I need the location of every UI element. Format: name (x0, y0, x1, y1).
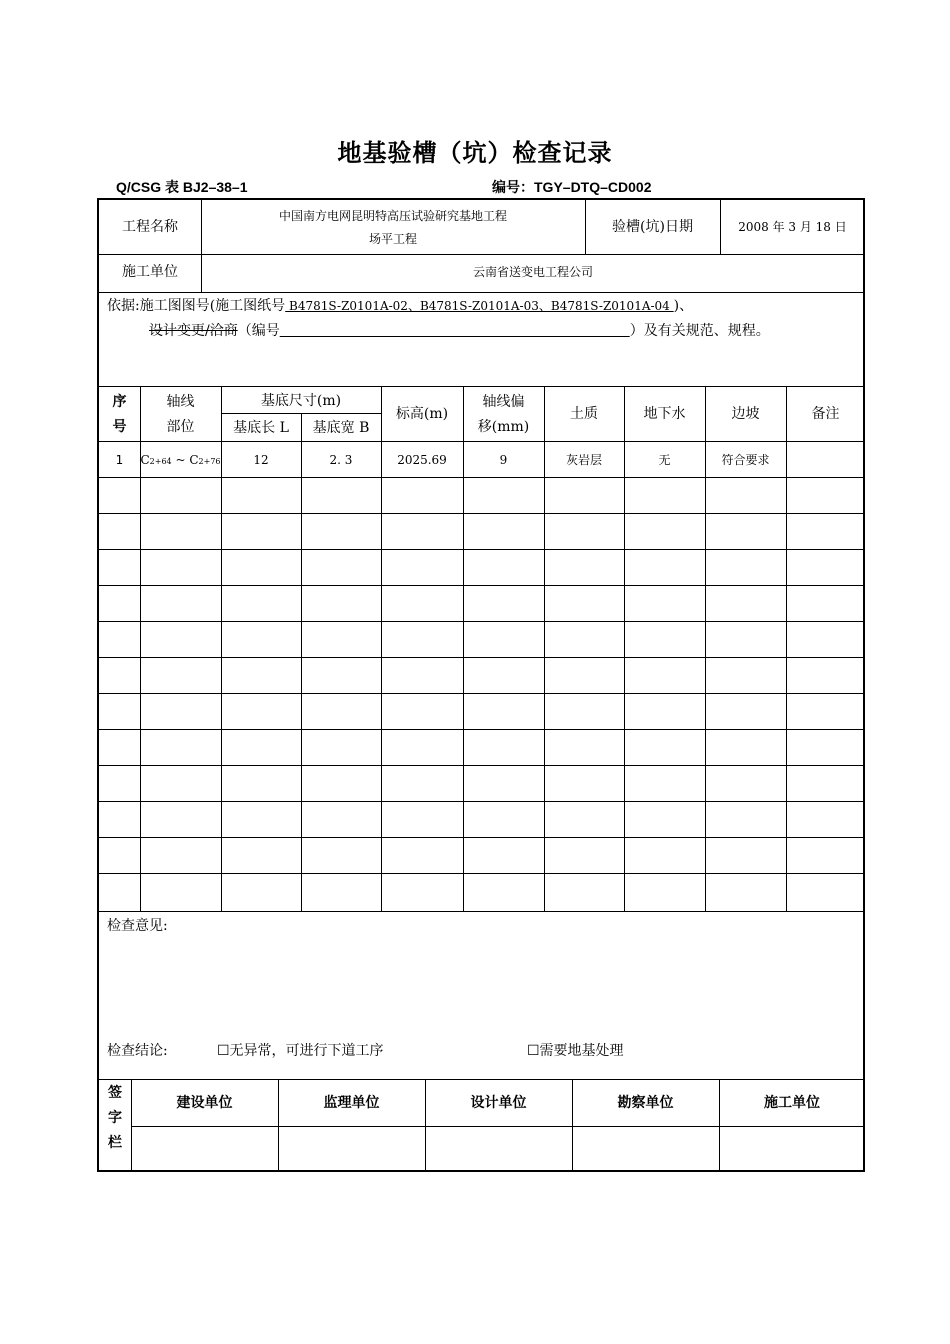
inspection-opinion-label: 检查意见: (107, 918, 168, 934)
sign-unit-construct: 施工单位 (764, 1095, 820, 1111)
sign-unit-survey: 勘察单位 (617, 1095, 674, 1111)
project-label: 工程名称 (122, 219, 178, 235)
basis-line2: 设计变更/洽商（编号 ）及有关规范、规程。 (149, 323, 770, 339)
date-value: 2008 年 3 月 18 日 (738, 220, 847, 234)
col-groundwater: 地下水 (643, 406, 686, 422)
col-offset-1: 轴线偏 (482, 394, 525, 410)
row1-offset: 9 (499, 453, 508, 467)
col-length: 基底长 L (233, 420, 289, 436)
row1-seq: 1 (115, 453, 124, 467)
sign-label-3: 栏 (108, 1135, 122, 1151)
sign-unit-design: 设计单位 (470, 1095, 527, 1111)
col-seq-1: 序 (112, 394, 127, 410)
conclusion-label: 检查结论: (107, 1043, 168, 1059)
col-axis-2: 部位 (166, 419, 195, 435)
change-number-blank (280, 323, 630, 339)
basis-line1: 依据:施工图图号(施工图纸号 B4781S-Z0101A-02、B4781S-Z0101A-03、B4781S-Z0101A-04 )、 (107, 298, 694, 314)
col-axis-1: 轴线 (166, 394, 195, 410)
document-number (492, 177, 651, 197)
col-soil: 土质 (570, 406, 598, 422)
project-name-line2: 场平工程 (368, 232, 417, 246)
col-size: 基底尺寸(m) (260, 393, 342, 409)
number-label: 编号： (492, 179, 534, 195)
row1-axis: C2+64 ~ C2+76 (140, 453, 221, 467)
col-offset-2: 移(mm) (477, 419, 530, 435)
row1-length: 12 (253, 453, 269, 467)
contractor-value: 云南省送变电工程公司 (472, 265, 593, 279)
contractor-label: 施工单位 (122, 264, 178, 280)
page-title: 地基验槽（坑）检查记录 (337, 139, 613, 167)
row1-elevation: 2025.69 (397, 453, 447, 467)
col-elevation: 标高(m) (395, 406, 449, 422)
sign-unit-supervise: 监理单位 (323, 1095, 380, 1111)
design-change: 设计变更/洽商 (149, 323, 238, 339)
sign-label-1: 签 (108, 1085, 122, 1101)
option-no-anomaly[interactable]: ☐无异常，可进行下道工序 (217, 1043, 384, 1059)
project-name-line1: 中国南方电网昆明特高压试验研究基地工程 (278, 209, 507, 223)
inspection-form (97, 198, 865, 1172)
form-code: Q/CSG 表 BJ2–38–1 (116, 179, 248, 195)
col-width: 基底宽 B (312, 420, 370, 436)
row1-soil: 灰岩层 (565, 453, 602, 467)
col-note: 备注 (811, 406, 840, 422)
row1-width: 2. 3 (329, 453, 353, 467)
row1-slope: 符合要求 (721, 453, 770, 467)
col-slope: 边坡 (731, 406, 760, 422)
date-label: 验槽(坑)日期 (612, 219, 693, 235)
option-needs-treatment[interactable]: ☐需要地基处理 (527, 1043, 624, 1059)
row1-groundwater: 无 (658, 453, 671, 467)
drawing-numbers: B4781S-Z0101A-02、B4781S-Z0101A-03、B4781S-Z0101A-04 (285, 299, 674, 313)
number-value: TGY–DTQ–CD002 (534, 179, 652, 195)
col-seq-2: 号 (112, 419, 127, 435)
sign-unit-build: 建设单位 (176, 1095, 233, 1111)
sign-label-2: 字 (108, 1110, 122, 1126)
